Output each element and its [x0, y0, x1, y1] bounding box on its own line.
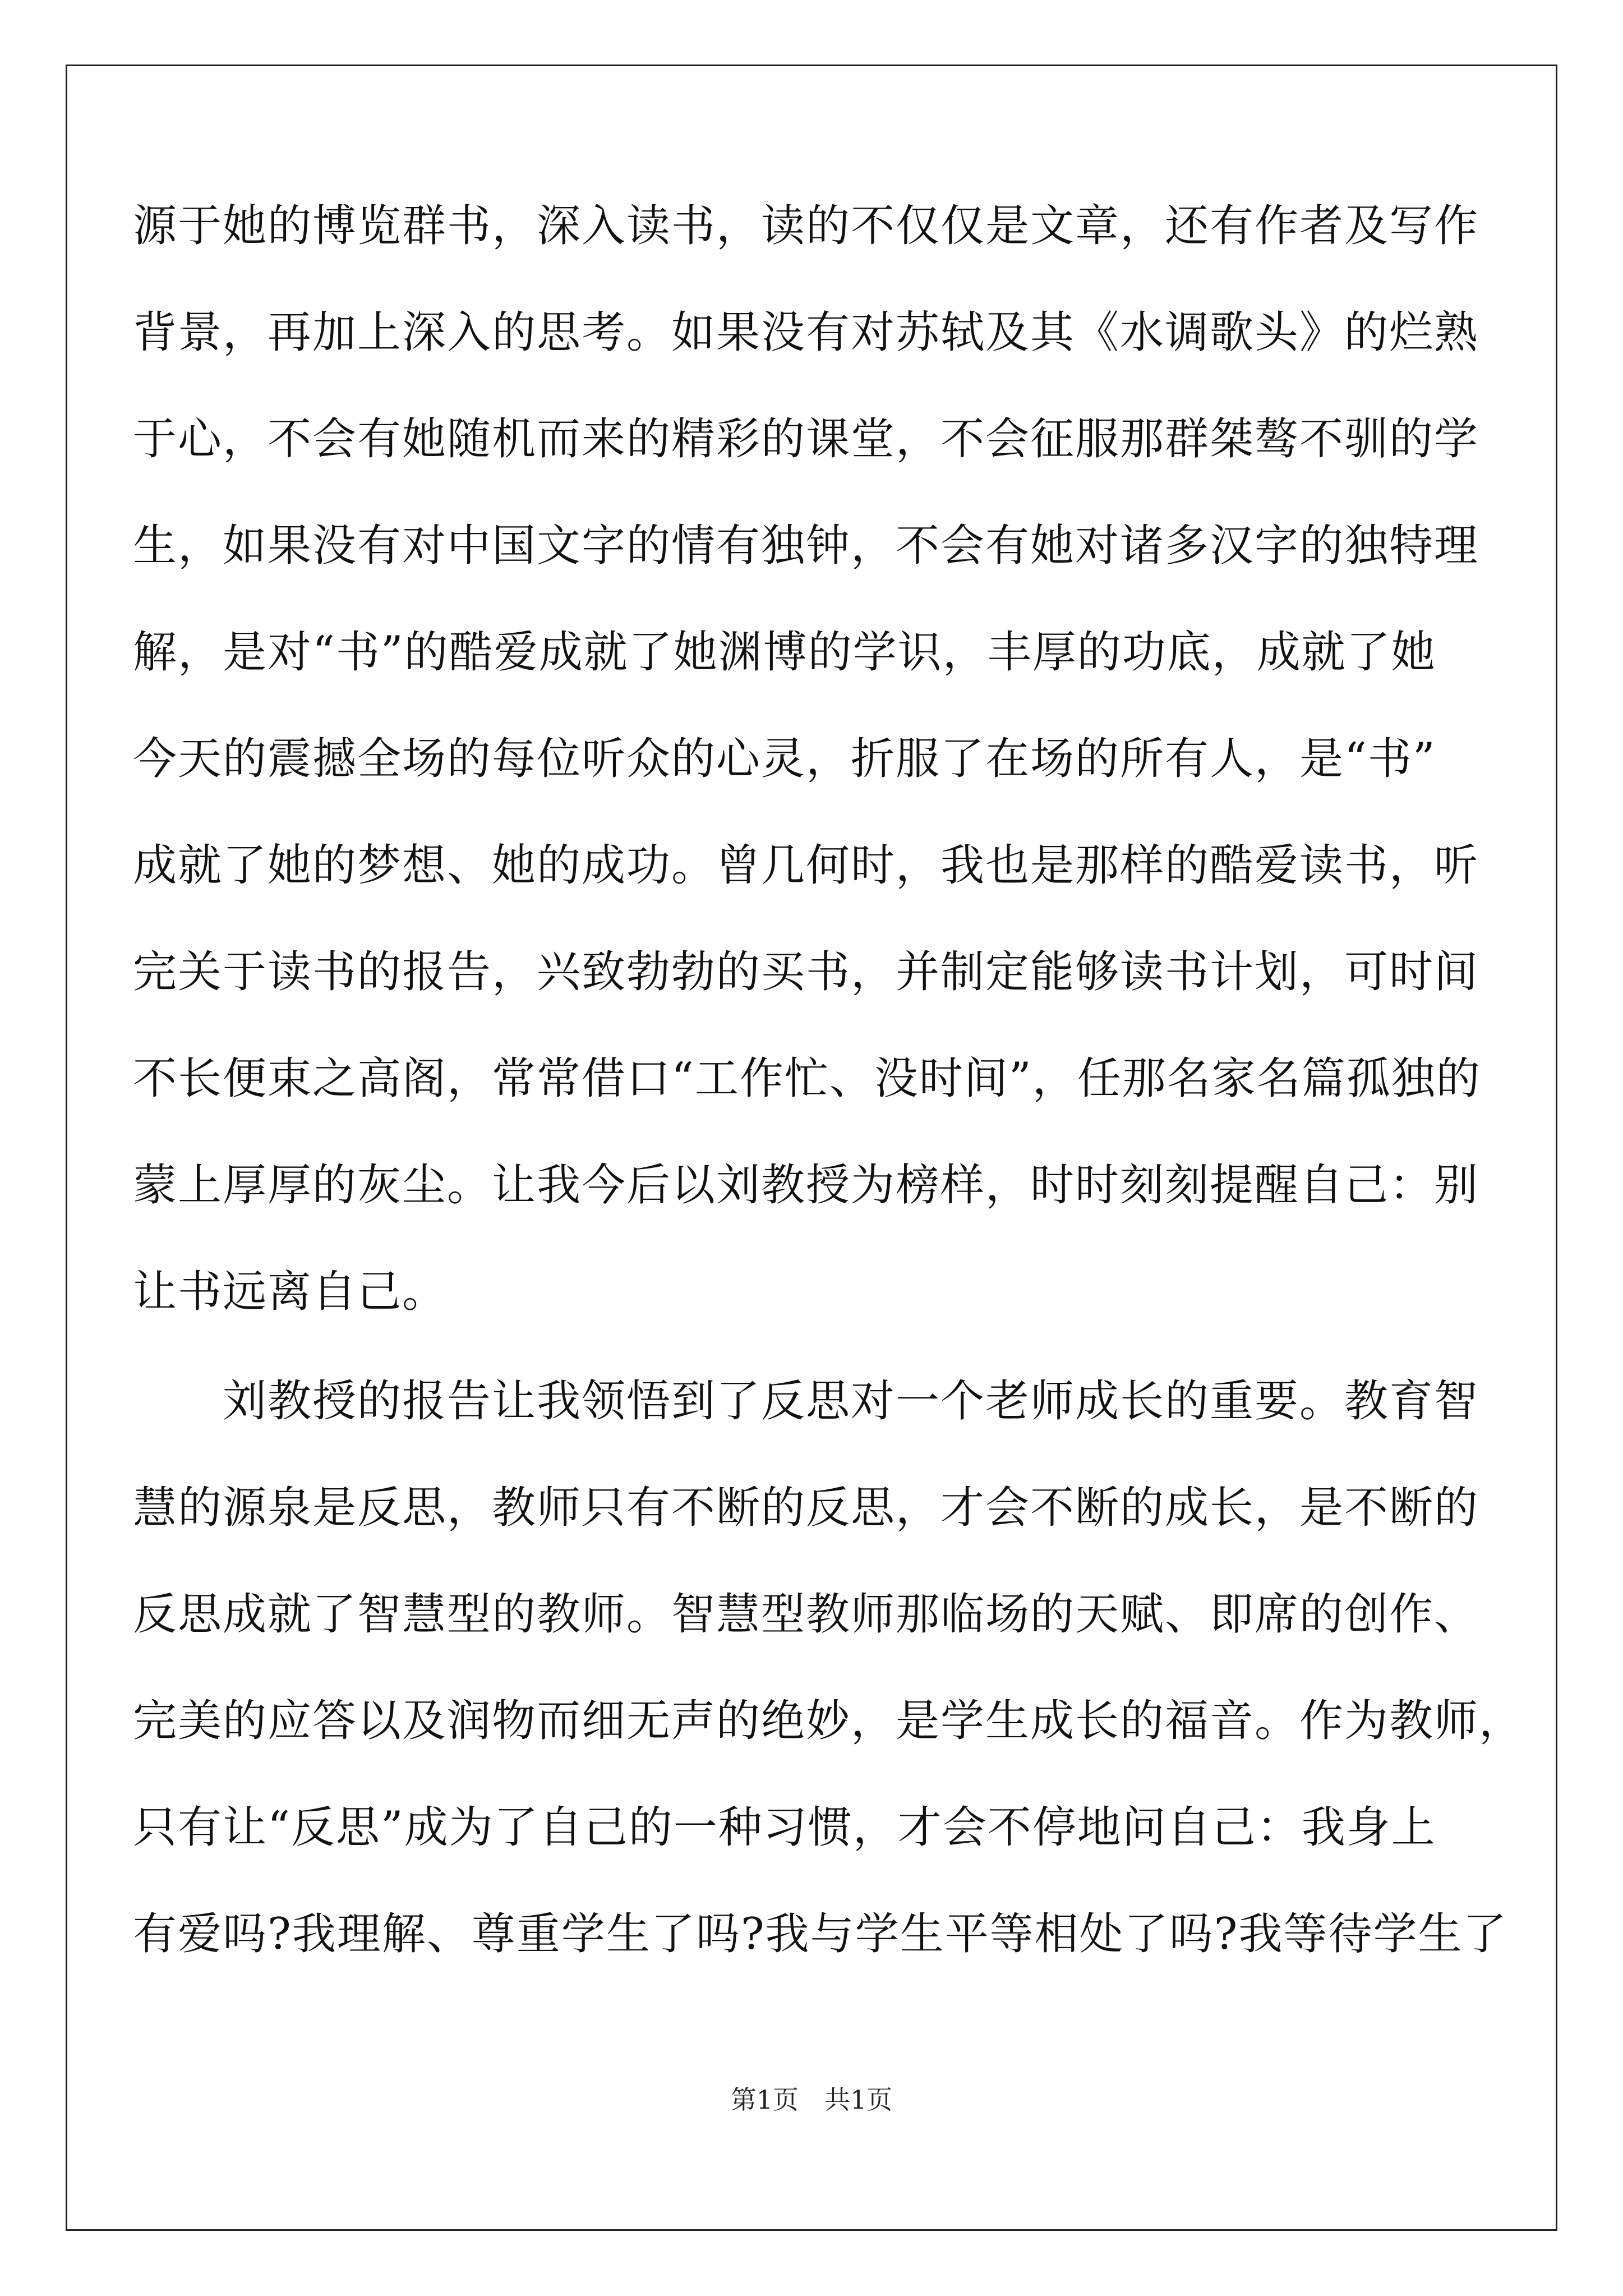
paragraph-1-line-7: 成就了她的梦想、她的成功。曾几何时，我也是那样的酷爱读书，听: [133, 840, 1479, 891]
paragraph-2-line-5: 只有让“反思”成为了自己的一种习惯，才会不停地问自己：我身上: [133, 1802, 1436, 1853]
paragraph-1-line-9: 不长便束之高阁，常常借口“工作忙、没时间”，任那名家名篇孤独的: [133, 1053, 1481, 1104]
page-number-footer: 第1页 共1页: [730, 2085, 893, 2115]
paragraph-1-line-10: 蒙上厚厚的灰尘。让我今后以刘教授为榜样，时时刻刻提醒自己：别: [133, 1160, 1479, 1211]
paragraph-1-line-2: 背景，再加上深入的思考。如果没有对苏轼及其《水调歌头》的烂熟: [133, 307, 1479, 358]
paragraph-2-line-6: 有爱吗?我理解、尊重学生了吗?我与学生平等相处了吗?我等待学生了: [133, 1909, 1508, 1959]
paragraph-1-line-8: 完关于读书的报告，兴致勃勃的买书，并制定能够读书计划，可时间: [133, 947, 1479, 997]
paragraph-2-line-3: 反思成就了智慧型的教师。智慧型教师那临场的天赋、即席的创作、: [133, 1589, 1479, 1640]
paragraph-1-line-11: 让书远离自己。: [133, 1267, 448, 1317]
paragraph-2-line-2: 慧的源泉是反思，教师只有不断的反思，才会不断的成长，是不断的: [133, 1483, 1479, 1533]
paragraph-1-line-6: 今天的震撼全场的每位听众的心灵，折服了在场的所有人，是“书”: [133, 734, 1436, 784]
paragraph-2-line-4: 完美的应答以及润物而细无声的绝妙，是学生成长的福音。作为教师，: [133, 1696, 1524, 1746]
paragraph-2-line-1: 刘教授的报告让我领悟到了反思对一个老师成长的重要。教育智: [223, 1376, 1479, 1427]
paragraph-1-line-5: 解，是对“书”的酷爱成就了她渊博的学识，丰厚的功底，成就了她: [133, 627, 1436, 678]
paragraph-1-line-4: 生，如果没有对中国文字的情有独钟，不会有她对诸多汉字的独特理: [133, 521, 1479, 571]
page-border: [66, 65, 1557, 2231]
paragraph-1-line-3: 于心，不会有她随机而来的精彩的课堂，不会征服那群桀骜不驯的学: [133, 414, 1479, 464]
paragraph-1-line-1: 源于她的博览群书，深入读书，读的不仅仅是文章，还有作者及写作: [133, 201, 1479, 251]
